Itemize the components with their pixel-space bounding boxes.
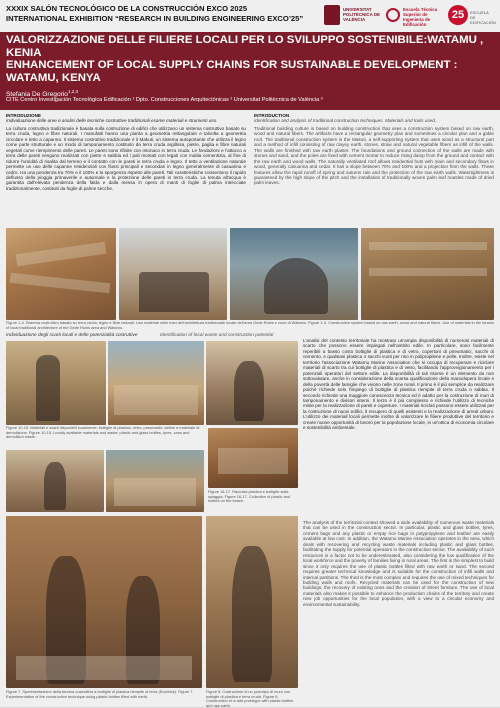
intro-english bbox=[254, 113, 494, 225]
anniversary-logo: 25 ESCUELA DE EDIFICACIÓN bbox=[448, 5, 492, 25]
results-italian: L'analisi del contesto territoriale ha mostrato un'ampia disponibilità di numerosi materiali di scarto che possono essere impiegati nell'ambito edile. In particolare, sono facilmente reperibili a basso costo bottiglie di plastica e di vetro, copertoni di pneumatici, sacchi di cemento, e qualsiasi plastica o sacchi vuoti per riso in polipropilene e pelle. Inoltre, esiste nel territorio l'associazione Watamu Marine Association che si occupa di recuperare e riciclare materiali di scarto tra cui bottiglie di plastica e di vetro, facilitando l'approvvigionamento per i potenziali operatori del settore edile. La disponibilità di tali risorse è un elemento da non sottovalutare, anche in considerazione della scarsa qualificazione della manodopera locale e della povertà delle famiglie che vivono nelle zone rurali. Il primo è il più semplice da realizzare poiché richiede solo l'impiego di bottiglie di plastica riempite di terra cruda o sabbia. Il secondo richiede una maggiore conoscenza tecnica ed è adatto per la costruzione di muri di tamponamento e divisori interni. Il terzo è il più complesso e richiede l'utilizzo di tecniche miste per la realizzazione di pareti e coperture. I materiali riciclati possono essere utilizzati per la costruzione di nuovi edifici, il recupero di quelli esistenti e la realizzazione di arredi urbani. L'utilizzo dei materiali locali permette inoltre di valorizzare le filiere produttive del territorio e creare nuove opportunità di lavoro per la popolazione locale, in un'ottica di economia circolare e sostenibilità ambientale. bbox=[303, 338, 494, 431]
logos bbox=[324, 4, 494, 28]
intro-english-subtitle: Identification and analysis of traditional construction techniques. Materials and tools used. bbox=[254, 118, 437, 124]
photo-7 bbox=[206, 341, 298, 425]
upv-logo: UNIVERSITAT POLITÈCNICA DE VALÈNCIA bbox=[324, 5, 382, 25]
photo-12 bbox=[206, 516, 298, 688]
photo-5 bbox=[6, 341, 106, 425]
intro-english-body: Traditional building culture is based on building construction that uses a construction system based on raw earth, wood and natural fibers. The artifacts have a rectangular geometry plan and sometimes a circular plan and a gable roof. The traditional construction system is the Makuti, a self-supporting system that uses wood as a structural part and a method of infill consisting of raw clayey earth, stones, straw and natural vegetable fibers as infill of the walls. The walls are finished with raw earth plaster. The foundations and ground connection of the walls are made with stones and sand, and the poles are fixed with cement mortar to reduce rising damp from the ground and contact with the raw earth and wood walls. The naturally ventilated roof allows residential huts with main and secondary flows in wood, generally casuarina and cedar. It has a slope between 70% and 100% and a projection from the walls. These features allow the rapid runoff of spring and autumn rain and the protection of the raw earth walls. Watertightness is guaranteed by the high slope of the pitch and the installation of traditionally woven palm leaf mantles made of dried palm leaves. bbox=[254, 125, 494, 186]
photo-8 bbox=[208, 428, 298, 488]
author-affiliation-marks: 1,2,3 bbox=[67, 89, 78, 94]
intro-italian-body: La cultura costruttiva tradizionale è basata sulla costruzione di edifici che utilizzano un sistema costruttivo basato su terra cruda, legno e fibre naturali. I manufatti hanno una pianta a geometria rettangolare e talvolta a geometria circolare e tetto a capanna. Il sistema costruttivo tradizionale è il Makuti, un sistema autoportante che utilizza il legno come parte strutturale e un modo di tamponamento costituito da terra cruda argillosa, pietre, paglia e fibre naturali vegetali come riempimento delle pareti. Le pareti sono rifinite con intonaco in terra cruda. Le fondazioni e l'attacco a terra delle pareti vengono realizzati con pietre e sabbia ed i pali montati con legati con maltia cementizia, al fine di ridurre l'umidità di risalita dal terreno e il contatto con le pareti in terra cruda e legno. Il tetto a ventilazione naturale permette un uso delle capanne residenziali con flussi principali e secondari in legno generalmente di casuarina e cedro. Ha una pendenza tra 70% e il 100% e la sporgenza rispetto alle pareti. Tali caratteristiche consentono il rapido deflusso della pioggia primaverile e autunnale e la protezione delle pareti in terra cruda. La tenuta all'acqua è garantita dall'elevata pendenza della falda e dalla messa in opera di manti di foglie di palma intrecciate tradizionalmente, costituiti da foglie di palme secche. bbox=[6, 125, 246, 191]
intro-italian bbox=[6, 113, 246, 225]
photo-10 bbox=[106, 450, 204, 512]
intro-english-heading: INTRODUCTION bbox=[254, 113, 290, 118]
photo-11 bbox=[6, 516, 202, 688]
mid-caption-right: Figure 16-17. Raccolta plastica e bottiglie sulla spiaggia. Figure 16-17. Collection of plastic and bottles on the beach. bbox=[208, 489, 290, 503]
author-name: Stefania De Gregorio bbox=[6, 91, 68, 99]
etsie-mark-icon bbox=[386, 8, 400, 22]
poster-title-english: ENHANCEMENT OF LOCAL SUPPLY CHAINS FOR SUSTAINABLE DEVELOPMENT : WATAMU, KENYA bbox=[6, 59, 458, 84]
bottom-caption-left: Figure 7. Sperimentazione della tecnica costruttiva a bottiglie di plastica riempite di terra (Ecobrick). Figure 7. Experimentation of the construction technique using plastic bottles filled with earth. bbox=[6, 689, 194, 699]
photo-6 bbox=[108, 341, 204, 425]
section-waste-italian: Individuazione degli scarti locali e delle potenzialità costruttive bbox=[6, 333, 138, 338]
exhibition-title-line1: XXXIX SALÓN TECNOLÓGICO DE LA CONSTRUCCIÓN EXCO 2025 bbox=[6, 4, 248, 13]
affiliation: CITE Centro Investigación Tecnológica Edificación ¹ Dpto. Construcciones Arquitectónicas ² Universitat Politècnica de València ³ bbox=[6, 97, 323, 103]
upv-crest-icon bbox=[324, 5, 340, 25]
poster-title-italian: VALORIZZAZIONE DELLE FILIERE LOCALI PER LO SVILUPPO SOSTENIBILE:WATAMU , KENIA bbox=[6, 34, 484, 59]
bottom-caption-right: Figure 8. Costruzione di un prototipo di muro con bottiglie di plastica e terra cruda. Figure 8. Construction of a wall prototype with plastic bottles and raw earth. bbox=[206, 689, 294, 708]
photo-3 bbox=[230, 228, 358, 320]
exhibition-title bbox=[6, 4, 326, 24]
mid-caption-left: Figure 10-15. Materiali e scarti disponibili localmente: bottiglie di plastica, vetro, pneumatici, lattine e materiale di demolizione. Figure 10-15. Locally available materials and waste: plastic and glass bottles, tyres, cans and demolition waste. bbox=[6, 425, 200, 439]
photo-2 bbox=[119, 228, 227, 320]
photo-4 bbox=[361, 228, 494, 320]
intro-italian-subtitle: Individuazione delle aree e analisi delle tecniche costruttive tradizionali esame materiali e strumenti uso. bbox=[6, 118, 218, 124]
title-band bbox=[0, 32, 500, 110]
etsie-logo: Escuela Técnica Superior de Ingeniería de Edificación bbox=[386, 5, 442, 25]
row1-caption: Figure 1-4. Sistema costruttivo basato su terra cruda, legno e fibre naturali. Uso materiali nelle travi dell’architettura tradizionale locale dell’area Gede Ruins e zone di Watamu. Figure 1-4. Construction system based on raw earth, wood and natural fibers. Use of materials in the beams of local traditional architecture of the Gede Ruins area and Watamu. bbox=[6, 320, 494, 330]
photo-1 bbox=[6, 228, 116, 320]
photo-9 bbox=[6, 450, 104, 512]
section-waste-english: Identification of local waste and construction potential bbox=[160, 333, 274, 338]
results-english: The analysis of the territorial context showed a wide availability of numerous waste materials that can be used in the construction sector. In particular, plastic and glass bottles, tyres, cement bags and any plastic or empty rice bags in polypropylene and leather are easily available at low cost. In addition, the Watamu Marine Association operates in the area, which deals with recovering and recycling waste materials including plastic and glass bottles, facilitating the supply for potential operators in the construction sector. The availability of such resources is a factor not to be underestimated, also considering the low qualification of the local workforce and the poverty of families living in rural areas. The first is the simplest to build since it only requires the use of plastic bottles filled with raw earth or sand. The second requires greater technical knowledge and is suitable for the construction of infill walls and internal partitions. The third is the most complex and requires the use of mixed techniques for building walls and roofs. Recycled materials can be used for the construction of new buildings, the recovery of existing ones and the creation of street furniture. The use of local materials also makes it possible to enhance the production chains of the territory and create new job opportunities for the local population, with a view to a circular economy and environmental sustainability. bbox=[303, 520, 494, 607]
exhibition-title-line2: INTERNATIONAL EXHIBITION “RESEARCH IN BUILDING ENGINEERING EXCO’25” bbox=[6, 14, 304, 23]
header bbox=[6, 4, 494, 30]
intro-italian-heading: INTRODUZIONE bbox=[6, 113, 41, 118]
